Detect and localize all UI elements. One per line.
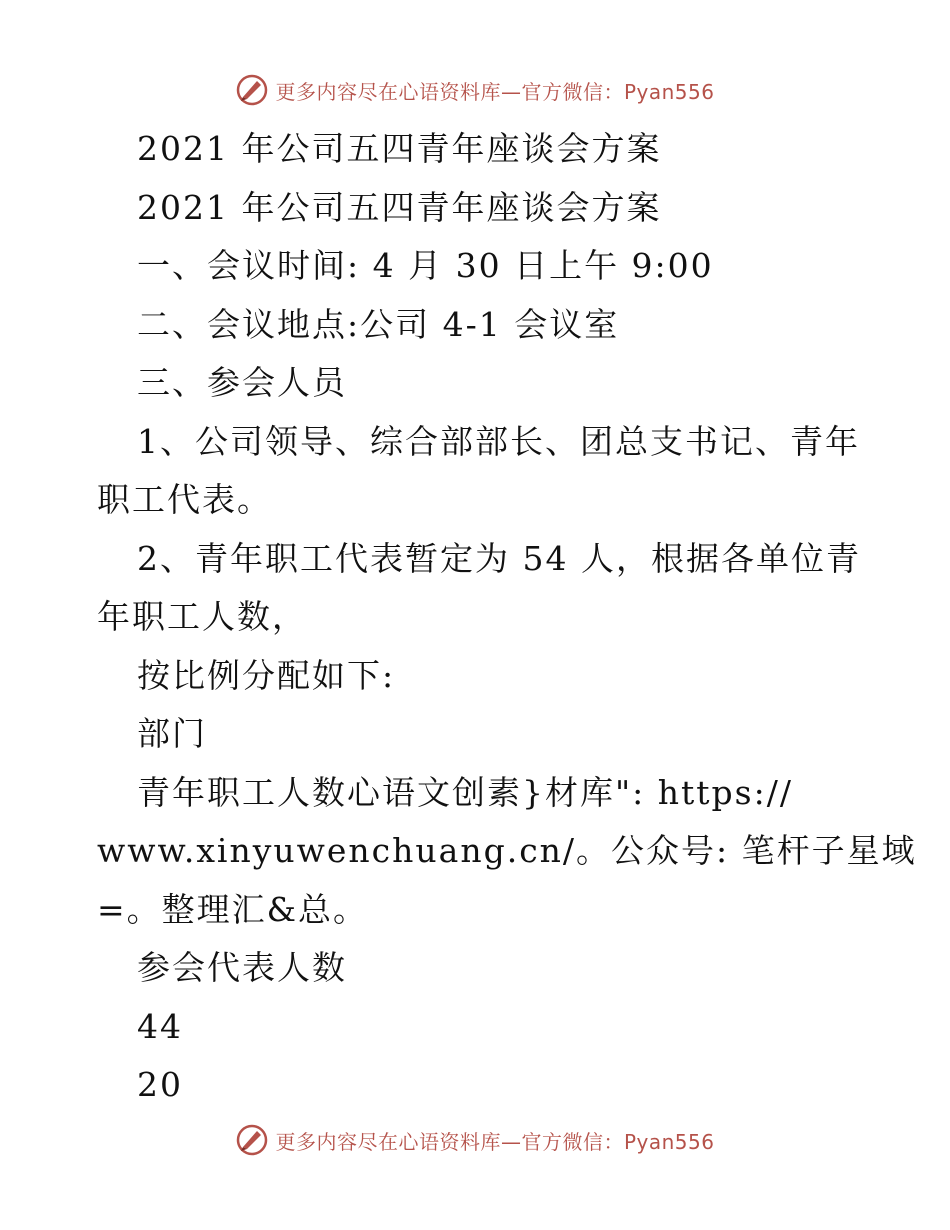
header-watermark-text: 更多内容尽在心语资料库—官方微信：Pyan556: [275, 79, 715, 104]
document-body: [97, 120, 917, 1115]
meeting-time: 一、会议时间: 4 月 30 日上午 9:00: [137, 246, 714, 285]
footer-watermark-banner: [0, 1120, 950, 1160]
pen-logo-icon: [235, 73, 269, 107]
document-title: 2021 年公司五四青年座谈会方案: [137, 129, 662, 168]
watermark-url-line: www.xinyuwenchuang.cn/。公众号: 笔杆子星域: [97, 831, 917, 870]
table-value: 44: [137, 1006, 183, 1046]
table-header-department: 部门: [137, 714, 207, 753]
watermark-note-line: =。整理汇&总。: [97, 889, 369, 929]
attendees-item-1: 1、公司领导、综合部部长、团总支书记、青年: [137, 421, 860, 461]
attendees-item-2-cont: 年职工人数，: [97, 597, 307, 636]
table-header-representatives: 参会代表人数: [137, 948, 347, 987]
pen-logo-icon: [235, 1123, 269, 1157]
attendees-heading: 三、参会人员: [137, 363, 347, 402]
footer-watermark-text: 更多内容尽在心语资料库—官方微信：Pyan556: [275, 1129, 715, 1154]
table-value: 20: [137, 1065, 183, 1104]
document-subtitle: 2021 年公司五四青年座谈会方案: [137, 187, 662, 227]
allocation-intro: 按比例分配如下:: [137, 655, 396, 695]
attendees-item-1-cont: 职工代表。: [97, 480, 272, 519]
attendees-item-2: 2、青年职工代表暂定为 54 人，根据各单位青: [137, 538, 861, 578]
header-watermark-banner: [0, 70, 950, 110]
meeting-location: 二、会议地点:公司 4-1 会议室: [137, 304, 620, 344]
table-header-youth-count: 青年职工人数心语文创素}材库": https://: [137, 772, 793, 812]
